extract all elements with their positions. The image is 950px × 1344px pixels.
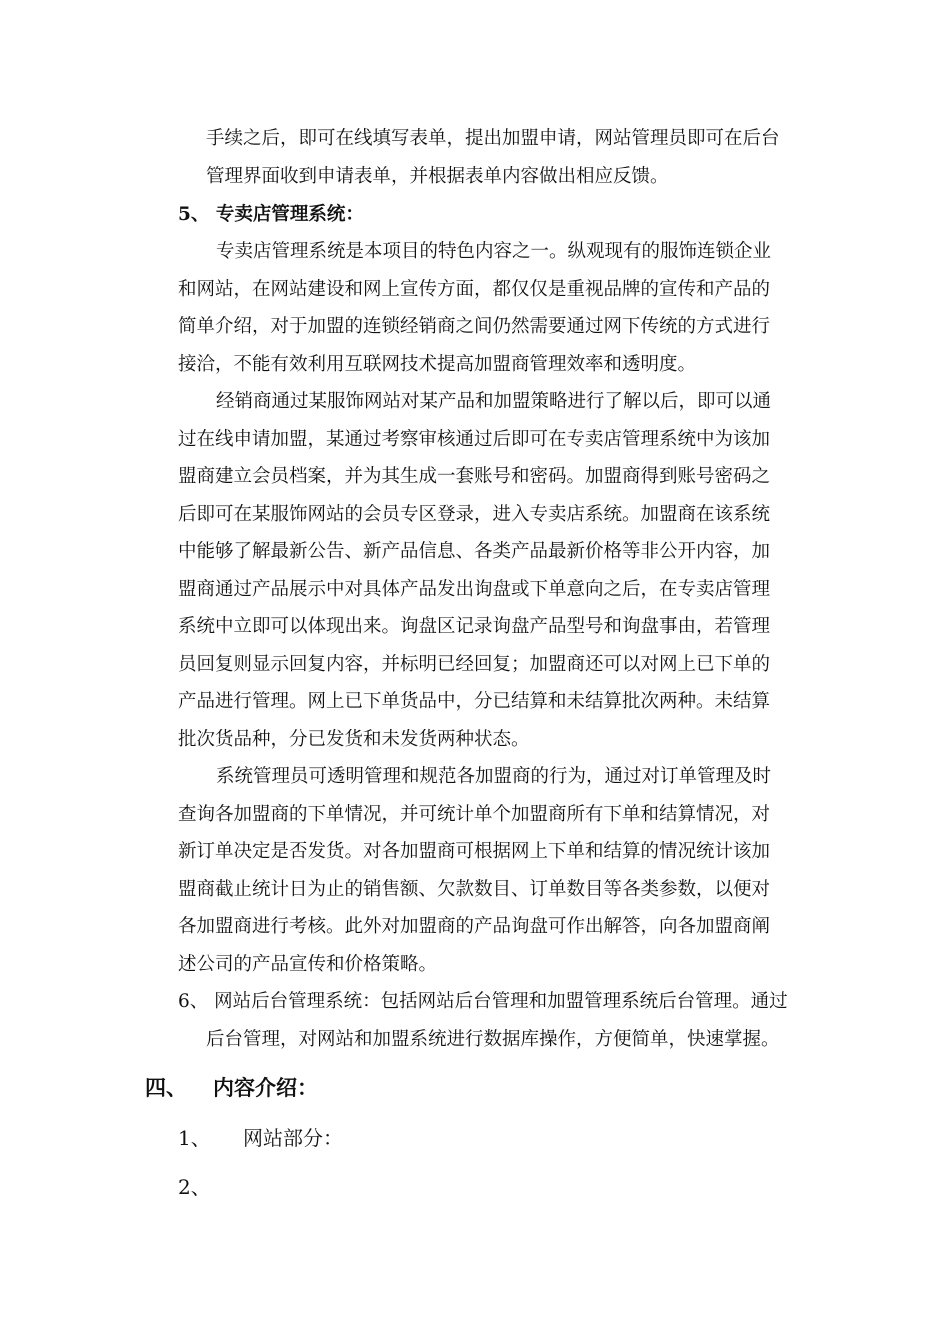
para2-line-6: 盟商通过产品展示中对具体产品发出询盘或下单意向之后，在专卖店管理 — [178, 579, 771, 600]
para1-line-3: 简单介绍，对于加盟的连锁经销商之间仍然需要通过网下传统的方式进行 — [178, 316, 771, 337]
intro-line-2: 管理界面收到申请表单，并根据表单内容做出相应反馈。 — [206, 166, 669, 187]
para2-line-9: 产品进行管理。网上已下单货品中，分已结算和未结算批次两种。未结算 — [178, 691, 771, 712]
para2-line-8: 员回复则显示回复内容，并标明已经回复；加盟商还可以对网上已下单的 — [178, 654, 771, 675]
para3-line-3: 新订单决定是否发货。对各加盟商可根据网上下单和结算的情况统计该加 — [178, 841, 771, 862]
section-4-number: 四、 — [145, 1075, 187, 1100]
para1-line-2: 和网站，在网站建设和网上宣传方面，都仅仅是重视品牌的宣传和产品的 — [178, 279, 771, 300]
para2-line-10: 批次货品种，分已发货和未发货两种状态。 — [178, 729, 530, 750]
para3-line-4: 盟商截止统计日为止的销售额、欠款数目、订单数目等各类参数，以便对 — [178, 879, 771, 900]
para2-line-3: 盟商建立会员档案，并为其生成一套账号和密码。加盟商得到账号密码之 — [178, 466, 771, 487]
para3-line-6: 述公司的产品宣传和价格策略。 — [178, 954, 438, 975]
item-6-line-1: 6、 网站后台管理系统：包括网站后台管理和加盟管理系统后台管理。通过 — [178, 991, 788, 1012]
para2-line-2: 过在线申请加盟，某通过考察审核通过后即可在专卖店管理系统中为该加 — [178, 429, 771, 450]
list-item-1-text: 网站部分： — [243, 1126, 343, 1150]
para3-line-2: 查询各加盟商的下单情况，并可统计单个加盟商所有下单和结算情况，对 — [178, 804, 771, 825]
section-5-heading: 5、 专卖店管理系统： — [178, 204, 364, 225]
para3-line-1: 系统管理员可透明管理和规范各加盟商的行为，通过对订单管理及时 — [216, 766, 772, 787]
para1-line-1: 专卖店管理系统是本项目的特色内容之一。纵观现有的服饰连锁企业 — [216, 241, 772, 262]
para1-line-4: 接洽，不能有效利用互联网技术提高加盟商管理效率和透明度。 — [178, 354, 697, 375]
list-item-2-number: 2、 — [178, 1175, 211, 1199]
para2-line-7: 系统中立即可以体现出来。询盘区记录询盘产品型号和询盘事由，若管理 — [178, 616, 771, 637]
item-6-line-2: 后台管理，对网站和加盟系统进行数据库操作，方便简单，快速掌握。 — [206, 1029, 780, 1050]
para3-line-5: 各加盟商进行考核。此外对加盟商的产品询盘可作出解答，向各加盟商阐 — [178, 916, 771, 937]
section-4-title: 内容介绍： — [213, 1075, 318, 1100]
para2-line-5: 中能够了解最新公告、新产品信息、各类产品最新价格等非公开内容，加 — [178, 541, 771, 562]
para2-line-1: 经销商通过某服饰网站对某产品和加盟策略进行了解以后，即可以通 — [216, 391, 772, 412]
para2-line-4: 后即可在某服饰网站的会员专区登录，进入专卖店系统。加盟商在该系统 — [178, 504, 771, 525]
list-item-1-number: 1、 — [178, 1126, 211, 1150]
intro-line-1: 手续之后，即可在线填写表单，提出加盟申请，网站管理员即可在后台 — [206, 128, 780, 149]
